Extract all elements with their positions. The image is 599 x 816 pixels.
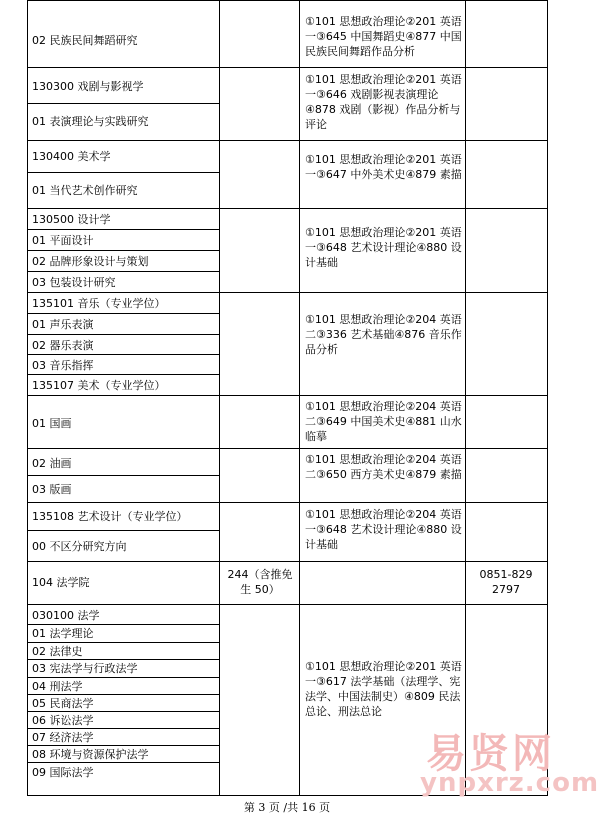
exam-subjects: ①101 思想政治理论②201 英语一③648 艺术设计理论④880 设计基础 — [305, 226, 462, 269]
sub-line — [27, 642, 220, 643]
admissions-table — [27, 0, 548, 796]
col-divider-3 — [465, 0, 466, 796]
sub-line — [27, 374, 220, 375]
sub-line — [27, 229, 220, 230]
major-name: 02 器乐表演 — [32, 339, 94, 352]
row-line — [27, 561, 548, 562]
exam-subjects: ①101 思想政治理论②204 英语二③650 西方美术史④879 素描 — [305, 453, 462, 481]
major-name: 135107 美术（专业学位） — [32, 379, 166, 392]
exam-subjects: ①101 思想政治理论②201 英语一③646 戏剧影视表演理论④878 戏剧（影视）作品分析与评论 — [305, 73, 462, 131]
sub-line — [27, 334, 220, 335]
row-line — [27, 67, 548, 68]
major-name: 01 法学理论 — [32, 627, 94, 640]
major-name: 03 音乐指挥 — [32, 359, 94, 372]
major-name: 01 声乐表演 — [32, 318, 94, 331]
major-name: 02 品牌形象设计与策划 — [32, 255, 149, 268]
watermark-logo — [418, 722, 599, 812]
sub-line — [27, 745, 220, 746]
table-border-right — [547, 0, 548, 796]
row-line — [27, 448, 548, 449]
exam-subjects: ①101 思想政治理论②204 英语一③648 艺术设计理论④880 设计基础 — [305, 508, 462, 551]
major-name: 130300 戏剧与影视学 — [32, 80, 144, 93]
row-line — [27, 208, 548, 209]
major-name: 130500 设计学 — [32, 213, 111, 226]
major-name: 06 诉讼法学 — [32, 714, 94, 727]
major-name: 07 经济法学 — [32, 731, 94, 744]
exam-subjects: ①101 思想政治理论②204 英语二③336 艺术基础④876 音乐作品分析 — [305, 313, 462, 356]
major-name: 09 国际法学 — [32, 766, 94, 779]
sub-line — [27, 762, 220, 763]
major-name: 03 包装设计研究 — [32, 276, 116, 289]
exam-subjects: ①101 思想政治理论②204 英语二③649 中国美术史④881 山水临摹 — [305, 400, 462, 443]
sub-line — [27, 659, 220, 660]
major-name: 02 法律史 — [32, 645, 83, 658]
row-line — [27, 395, 548, 396]
sub-line — [27, 711, 220, 712]
major-name: 135101 音乐（专业学位） — [32, 297, 166, 310]
sub-line — [27, 530, 220, 531]
major-name: 03 版画 — [32, 483, 72, 496]
sub-line — [27, 271, 220, 272]
contact-phone: 0851-829 2797 — [479, 568, 533, 596]
sub-line — [27, 250, 220, 251]
major-name: 135108 艺术设计（专业学位） — [32, 510, 188, 523]
major-name: 01 表演理论与实践研究 — [32, 115, 149, 128]
major-name: 02 民族民间舞蹈研究 — [32, 34, 138, 47]
row-line — [27, 0, 548, 1]
major-name: 05 民商法学 — [32, 697, 94, 710]
major-name: 01 国画 — [32, 417, 72, 430]
sub-line — [27, 354, 220, 355]
sub-line — [27, 313, 220, 314]
row-line — [27, 604, 548, 605]
sub-line — [27, 172, 220, 173]
major-name: 04 刑法学 — [32, 680, 83, 693]
sub-line — [27, 694, 220, 695]
sub-line — [27, 624, 220, 625]
exam-subjects: ①101 思想政治理论②201 英语一③617 法学基础（法理学、宪法学、中国法制史）④809 民法总论、刑法总论 — [305, 660, 462, 718]
watermark-cn-text: 易贤网 — [426, 731, 555, 777]
major-name: 01 当代艺术创作研究 — [32, 184, 138, 197]
row-line — [27, 292, 548, 293]
exam-subjects: ①101 思想政治理论②201 英语一③647 中外美术史④879 素描 — [305, 153, 462, 181]
watermark-url-text: ynpxrz.com — [420, 768, 599, 798]
row-line — [27, 502, 548, 503]
major-name: 03 宪法学与行政法学 — [32, 662, 138, 675]
sub-line — [27, 103, 220, 104]
major-name: 00 不区分研究方向 — [32, 540, 127, 553]
school-name: 104 法学院 — [32, 576, 90, 589]
major-name: 130400 美术学 — [32, 150, 111, 163]
major-name: 08 环境与资源保护法学 — [32, 748, 149, 761]
major-name: 030100 法学 — [32, 609, 100, 622]
major-name: 02 油画 — [32, 457, 72, 470]
major-name: 01 平面设计 — [32, 234, 94, 247]
row-line — [27, 140, 548, 141]
sub-line — [27, 475, 220, 476]
sub-line — [27, 728, 220, 729]
exam-subjects: ①101 思想政治理论②201 英语一③645 中国舞蹈史④877 中国民族民间舞蹈作品分析 — [305, 15, 462, 58]
enrollment-quota: 244（含推免生 50） — [227, 568, 293, 596]
sub-line — [27, 677, 220, 678]
col-divider-2 — [299, 0, 300, 796]
page-footer: 第 3 页 /共 16 页 — [243, 801, 331, 814]
